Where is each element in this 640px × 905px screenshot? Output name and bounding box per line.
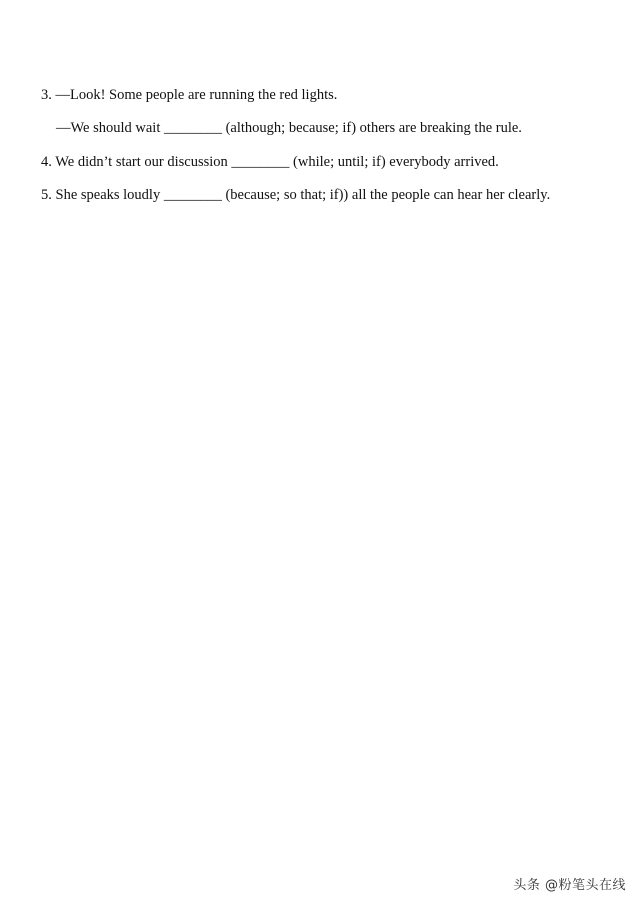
watermark: 头条 @粉笔头在线 [513,878,626,893]
question-3-line-1: 3. —Look! Some people are running the red lights. [41,87,338,103]
question-5: 5. She speaks loudly ________ (because; so that; if)) all the people can hear her clearly. [41,187,551,203]
question-4: 4. We didn’t start our discussion ________ (while; until; if) everybody arrived. [41,154,499,170]
question-3-line-2: —We should wait ________ (although; because; if) others are breaking the rule. [56,120,522,136]
